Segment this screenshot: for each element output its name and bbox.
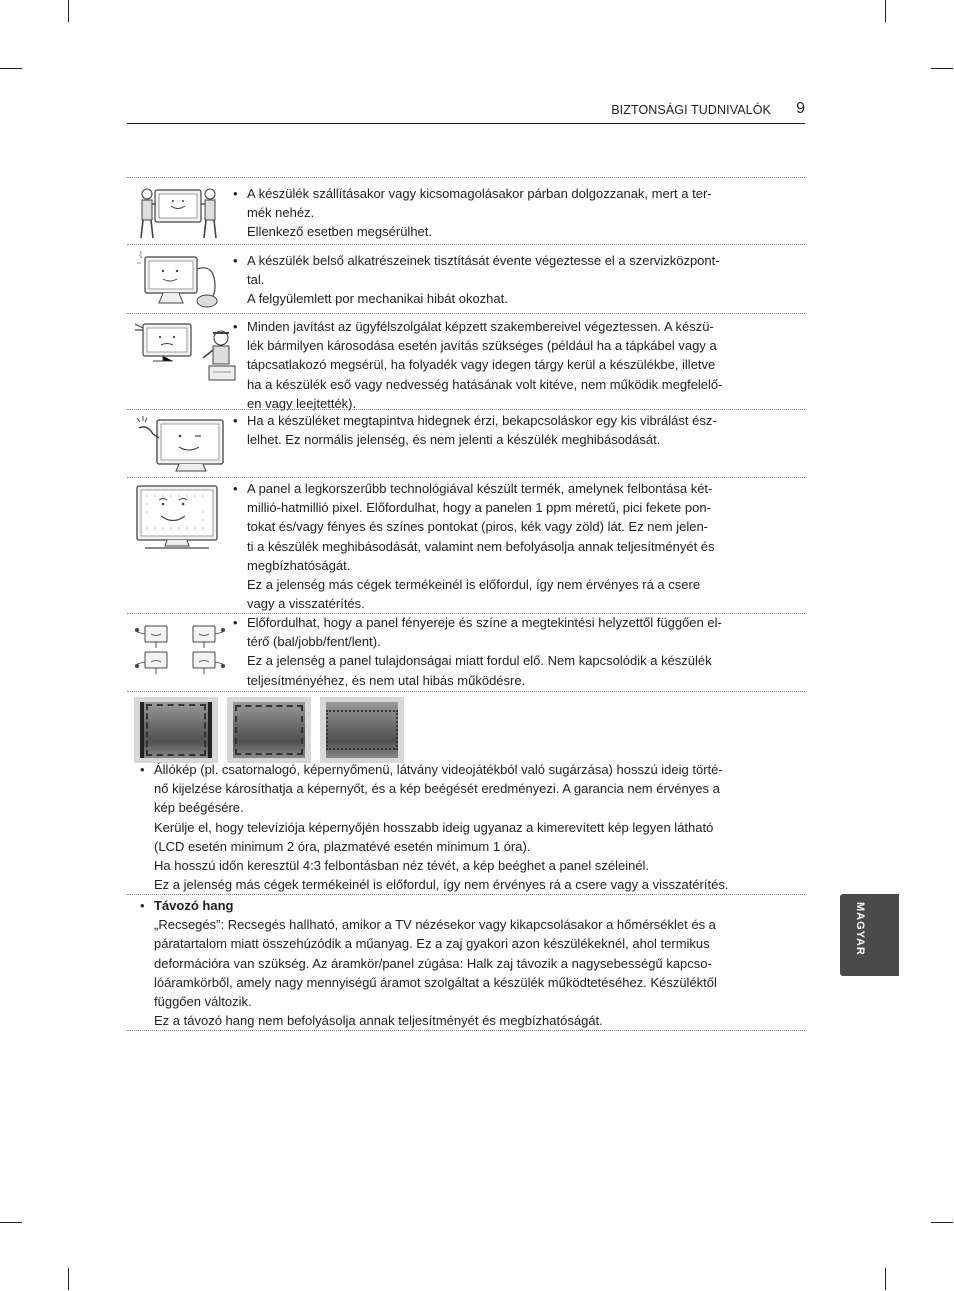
page-header	[127, 101, 805, 124]
crop-mark	[885, 0, 886, 22]
item-text	[233, 411, 787, 449]
text-line: A felgyülemlett por mechanikai hibát okozhat.	[247, 291, 508, 307]
text-line: Előfordulhat, hogy a panel fényereje és színe a megtekintési helyzettől függően el-	[247, 615, 722, 630]
text-line: millió-hatmillió pixel. Előfordulhat, hogy a panelen 1 ppm méretű, pici fekete pon-	[247, 500, 711, 516]
item-text	[233, 184, 787, 242]
burn-in-photo-pillarbox	[134, 697, 218, 763]
text-line: lóáramkörből, amely nagy mennyiségű áramot szolgáltat a készülék működtetéséhez. Készüléktől	[154, 974, 717, 990]
safety-item-text-block	[127, 759, 805, 894]
safety-item	[127, 894, 805, 1031]
text-line: megbízhatóságát.	[247, 557, 351, 573]
text-line: A készülék szállításakor vagy kicsomagolásakor párban dolgozzanak, mert a ter-	[247, 186, 712, 201]
item-heading: Távozó hang	[154, 898, 234, 913]
burn-in-photo-fullscreen	[320, 697, 404, 763]
text-line: nő kijelzése károsíthatja a képernyőt, és a kép beégését eredményezi. A garancia nem érvényes a	[154, 781, 720, 797]
crop-mark	[0, 1222, 22, 1223]
text-line: függően változik.	[154, 994, 252, 1010]
text-line: (LCD esetén minimum 2 óra, plazmatévé esetén minimum 1 óra).	[154, 838, 531, 854]
crop-mark	[0, 68, 22, 69]
text-line: A panel a legkorszerűbb technológiával készült termék, amelynek felbontása két-	[247, 481, 713, 496]
text-line: Ez a jelenség a panel tulajdonságai miatt fordul elő. Nem kapcsolódik a készülék	[247, 653, 712, 669]
item-text	[233, 613, 787, 690]
safety-item	[127, 613, 805, 691]
item-text	[140, 896, 814, 1030]
text-line: tápcsatlakozó megsérül, ha folyadék vagy idegen tárgy kerül a készülékbe, illetve	[247, 357, 716, 373]
item-text	[233, 251, 787, 309]
burn-in-photo-letterbox	[227, 697, 311, 763]
pixel-panel-tv-icon	[133, 482, 223, 552]
item-text	[233, 479, 787, 613]
bullet: •	[233, 615, 238, 630]
text-line: Ez a jelenség más cégek termékeinél is előfordul, így nem érvényes rá a csere vagy a visszatérítés.	[154, 877, 729, 893]
cold-tv-touch-icon	[133, 414, 233, 476]
tv-cleaning-vacuum-icon	[133, 249, 228, 311]
text-line: Állókép (pl. csatornalogó, képernyőmenü, látvány videojátékból való sugárzása) hosszú ideig törté-	[154, 762, 723, 777]
bullet: •	[233, 413, 238, 428]
bullet: •	[140, 898, 145, 913]
safety-item	[127, 313, 805, 409]
crop-mark	[931, 1222, 953, 1223]
text-line: mék nehéz.	[247, 205, 315, 221]
bullet: •	[233, 319, 238, 334]
safety-item	[127, 177, 805, 244]
item-text	[233, 317, 787, 413]
text-line: tal.	[247, 272, 265, 288]
text-line: teljesítményéhez, és nem utal hibás működésre.	[247, 672, 526, 688]
bullet: •	[233, 253, 238, 268]
bullet: •	[140, 762, 145, 777]
service-technician-icon	[133, 318, 245, 384]
text-line: Ez a jelenség más cégek termékeinél is előfordul, így nem érvényes rá a csere	[247, 577, 701, 593]
text-line: „Recsegés”: Recsegés hallható, amikor a TV nézésekor vagy kikapcsolásakor a hőmérséklet és a	[154, 917, 716, 933]
text-line: A készülék belső alkatrészeinek tisztítását évente végeztesse el a szervizközpont-	[247, 253, 720, 268]
crop-mark	[931, 68, 953, 69]
page-number: 9	[796, 100, 805, 117]
text-line: tokat és/vagy fényes és színes pontokat (piros, kék vagy zöld) lát. Ez nem jelen-	[247, 519, 708, 535]
text-line: páratartalom miatt összehúzódik a műanyag. Ez a zaj gyakori azon készülékeknél, ahol termikus	[154, 936, 710, 952]
safety-item	[127, 409, 805, 477]
crop-mark	[68, 0, 69, 22]
two-people-carrying-tv-icon	[133, 182, 223, 242]
text-line: ti a készülék meghibásodását, valamint nem befolyásolja annak teljesítményét és	[247, 538, 715, 554]
section-title: BIZTONSÁGI TUDNIVALÓK	[611, 103, 771, 117]
text-line: deformációra van szükség. Az áramkör/panel zúgása: Halk zaj távozik a nagysebességű kapcso-	[154, 955, 712, 971]
language-tab	[840, 894, 899, 976]
text-line: lelhet. Ez normális jelenség, és nem jelenti a készülék meghibásodását.	[247, 432, 661, 448]
text-line: ha a készülék eső vagy nedvesség hatásának volt kitéve, nem működik megfelelő-	[247, 376, 723, 392]
viewing-angle-tvs-icon	[133, 618, 228, 678]
language-tab-label: MAGYAR	[854, 902, 866, 956]
text-line: Ellenkező esetben megsérülhet.	[247, 224, 433, 240]
item-text	[140, 760, 814, 894]
text-line: en vagy leejtették).	[247, 395, 357, 411]
crop-mark	[885, 1268, 886, 1290]
bullet: •	[233, 481, 238, 496]
text-line: kép beégésére.	[154, 800, 244, 816]
safety-item	[127, 477, 805, 613]
text-line: Kerülje el, hogy televíziója képernyőjén hosszabb ideig ugyanaz a kimerevített kép legyen látható	[154, 819, 714, 835]
text-line: Minden javítást az ügyfélszolgálat képzett szakembereivel végeztessen. A készü-	[247, 319, 714, 334]
text-line: Ha hosszú időn keresztül 4:3 felbontásban néz tévét, a kép beéghet a panel széleinél.	[154, 858, 650, 874]
text-line: Ha a készüléket megtapintva hidegnek érzi, bekapcsoláskor egy kis vibrálást ész-	[247, 413, 717, 428]
text-line: lék bármilyen károsodása esetén javítás szükséges (például ha a tápkábel vagy a	[247, 338, 717, 354]
text-line: vagy a visszatérítés.	[247, 596, 365, 612]
bullet: •	[233, 186, 238, 201]
safety-item	[127, 244, 805, 313]
crop-mark	[68, 1268, 69, 1290]
text-line: Ez a távozó hang nem befolyásolja annak teljesítményét és megbízhatóságát.	[154, 1013, 603, 1029]
text-line: térő (bal/jobb/fent/lent).	[247, 634, 381, 650]
